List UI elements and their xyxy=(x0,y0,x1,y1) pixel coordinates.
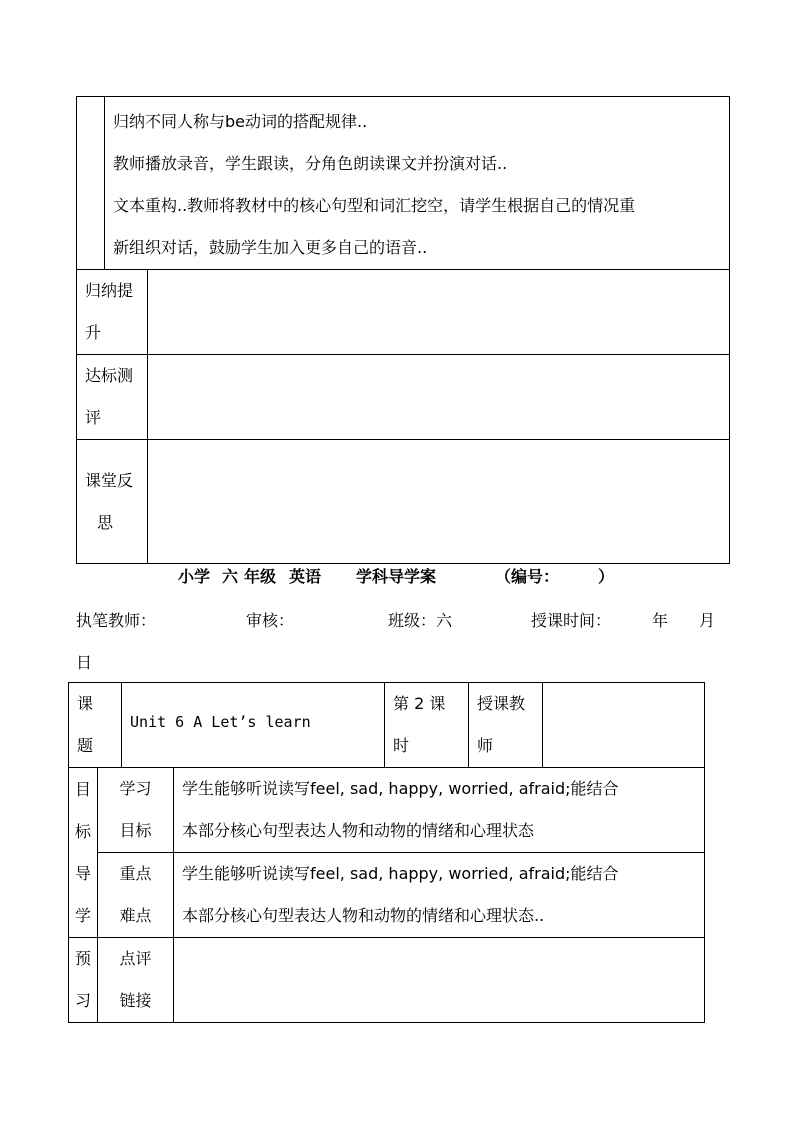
author-label: 执笔教师： xyxy=(76,611,157,630)
blank-cell xyxy=(77,97,105,270)
activity-cell xyxy=(105,97,730,270)
assessment-label-line: 评 xyxy=(85,408,102,427)
reflection-row xyxy=(77,440,730,564)
activity-line: 归纳不同人称与be动词的搭配规律.. xyxy=(113,112,368,131)
assessment-content-cell[interactable] xyxy=(148,355,730,440)
summary-label-cell xyxy=(77,270,148,355)
key-points-label-cell: 重点 难点 xyxy=(98,853,174,938)
goal-label-cell: 学习 目标 xyxy=(98,768,174,853)
teacher-label-cell: 授课教 师 xyxy=(469,683,543,768)
activity-line: 新组织对话，鼓励学生加入更多自己的语音.. xyxy=(113,238,428,257)
reflection-content-cell[interactable] xyxy=(148,440,730,564)
reflection-label-cell xyxy=(77,440,148,564)
key-points-text-cell: 学生能够听说读写feel, sad, happy, worried, afraid;能结合 本部分核心句型表达人物和动物的情绪和心理状态.. xyxy=(174,853,705,938)
year-label: 年 xyxy=(652,611,669,630)
teacher-value-cell[interactable] xyxy=(543,683,705,768)
key-points-row xyxy=(69,853,705,938)
reflection-label-line: 思 xyxy=(97,512,114,532)
summary-row xyxy=(77,270,730,355)
preview-label-cell: 预 习 xyxy=(69,938,98,1023)
comment-link-label-cell: 点评 链接 xyxy=(98,938,174,1023)
assessment-label-cell xyxy=(77,355,148,440)
lesson-plan-table-bottom xyxy=(68,682,705,1023)
reflection-label-line: 课堂反 xyxy=(85,470,134,490)
preview-row xyxy=(69,938,705,1023)
goal-text-cell: 学生能够听说读写feel, sad, happy, worried, afraid;能结合 本部分核心句型表达人物和动物的情绪和心理状态 xyxy=(174,768,705,853)
lesson-plan-table-top xyxy=(76,96,730,564)
topic-cell: Unit 6 A Let’s learn xyxy=(122,683,385,768)
day-label: 日 xyxy=(76,653,93,672)
class-label: 班级：六 xyxy=(388,611,453,630)
goal-row xyxy=(69,768,705,853)
lesson-number-cell: 第 2 课 时 xyxy=(385,683,469,768)
assessment-row xyxy=(77,355,730,440)
target-guide-label-cell: 目 标 导 学 xyxy=(69,768,98,938)
time-label: 授课时间： xyxy=(531,611,612,630)
activity-line: 文本重构..教师将教材中的核心句型和词汇挖空，请学生根据自己的情况重 xyxy=(113,196,636,215)
document-title: 小学 六 年级 英语 学科导学案 （编号： ） xyxy=(178,567,615,586)
activity-line: 教师播放录音，学生跟读，分角色朗读课文并扮演对话.. xyxy=(113,154,508,173)
summary-label-line: 升 xyxy=(85,323,102,342)
assessment-label-line: 达标测 xyxy=(85,366,134,385)
review-label: 审核： xyxy=(246,611,295,630)
activity-row xyxy=(77,97,730,270)
topic-label-cell: 课 题 xyxy=(69,683,122,768)
month-label: 月 xyxy=(699,611,716,630)
summary-content-cell[interactable] xyxy=(148,270,730,355)
summary-label-line: 归纳提 xyxy=(85,281,134,300)
comment-link-content-cell[interactable] xyxy=(174,938,705,1023)
topic-row xyxy=(69,683,705,768)
